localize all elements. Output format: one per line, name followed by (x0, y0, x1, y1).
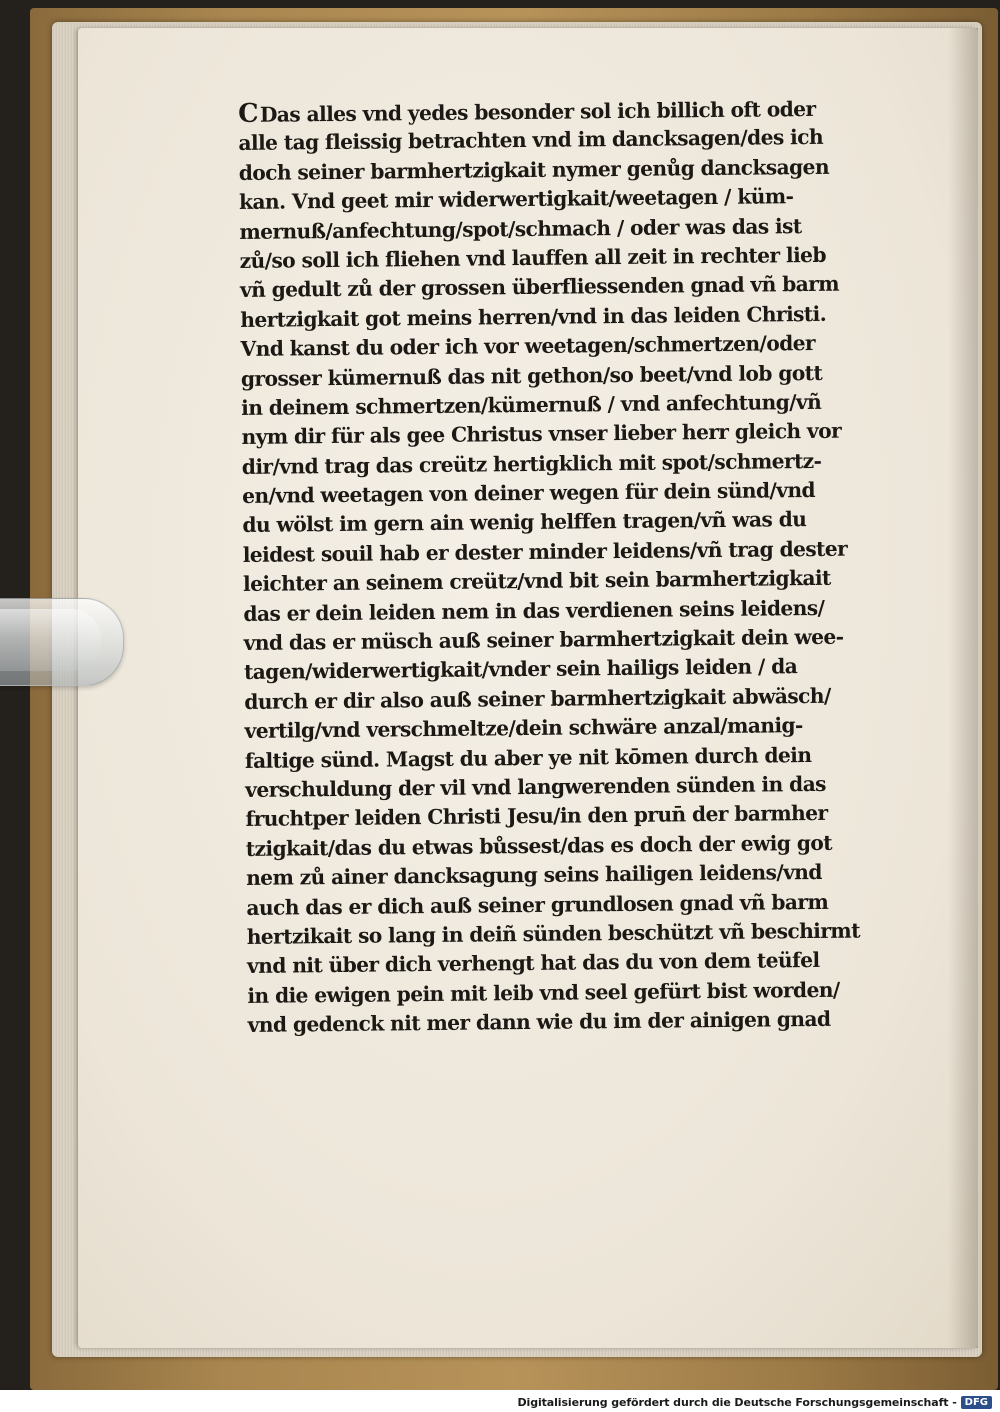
line-text: du wölst im gern ain wenig helffen tragen/vñ was du (242, 507, 807, 538)
line-text: hertzigkait got meins herren/vnd in das leiden Christi. (240, 301, 827, 332)
line-text: vertilg/vnd verschmeltze/dein schwäre anzal/manig- (244, 713, 803, 744)
line-text: leichter an seinem creütz/vnd bit sein barmhertzigkait (242, 566, 831, 597)
line-text: dir/vnd trag das creütz hertigklich mit spot/schmertz- (241, 448, 822, 479)
clip-highlight (0, 609, 101, 671)
dfg-logo: DFG (961, 1396, 992, 1409)
funding-credit: Digitalisierung gefördert durch die Deutsche Forschungsgemeinschaft - (517, 1395, 957, 1409)
line-text: vñ gedult zů der grossen überfliessenden gnad vñ barm (239, 272, 840, 303)
line-text: vnd das er müsch auß seiner barmhertzigkait dein wee- (243, 624, 844, 656)
line-text: Vnd kanst du oder ich vor weetagen/schmertzen/oder (240, 331, 816, 362)
line-text: tagen/widerwertigkait/vnder sein hailigs leiden / da (243, 654, 798, 685)
line-text: fruchtper leiden Christi Jesu/in den prun̄ der barmher (245, 801, 828, 832)
plastic-page-clip (0, 598, 124, 686)
line-text: tzigkait/das du etwas bůssest/das es doch der ewig got (245, 830, 833, 861)
line-text: mernuß/anfechtung/spot/schmach / oder was das ist (239, 213, 802, 244)
line-text: leidest souil hab er dester minder leidens/vñ trag dester (242, 536, 848, 567)
line-text: nym dir für als gee Christus vnser lieber herr gleich vor (241, 419, 842, 450)
line-text: doch seiner barmhertzigkait nymer genůg dancksagen (238, 154, 830, 185)
line-text: nem zů ainer dancksagung seins hailigen leidens/vnd (246, 860, 822, 891)
line-text: vnd nit über dich verhengt hat das du von dem teüfel (246, 948, 820, 979)
paragraph-mark-initial: C (237, 98, 259, 129)
line-text: grosser kümernuß das nit gethon/so beet/vnd lob gott (240, 360, 823, 391)
line-text: verschuldung der vil vnd langwerenden sünden in das (245, 771, 827, 802)
line-text: auch das er dich auß seiner grundlosen gnad vñ barm (246, 889, 829, 920)
line-text: kan. Vnd geet mir widerwertigkait/weetagen / küm- (238, 184, 794, 215)
line-text: alle tag fleissig betrachten vnd im dancksagen/des ich (238, 125, 824, 156)
line-text: hertzikait so lang in deiñ sünden beschützt vñ beschirmt (246, 918, 860, 949)
page-gutter (948, 28, 978, 1348)
line-text: faltige sünd. Magst du aber ye nit kōmen durch dein (244, 742, 812, 773)
line-text: vnd gedenck nit mer dann wie du im der ainigen gnad (247, 1006, 831, 1038)
line-text: in deinem schmertzen/kümernuß / vnd anfechtung/vñ (241, 389, 822, 420)
line-text: in die ewigen pein mit leib vnd seel gefürt bist worden/ (247, 977, 840, 1008)
line-text: das er dein leiden nem in das verdienen seins leidens/ (243, 595, 825, 626)
line-text: durch er dir also auß seiner barmhertzigkait abwäsch/ (244, 683, 831, 714)
footer (518, 1393, 993, 1411)
page-text (238, 93, 898, 1040)
line-text: Das alles vnd yedes besonder sol ich billich oft oder (259, 96, 816, 127)
line-text: zů/so soll ich fliehen vnd lauffen all zeit in rechter lieb (239, 242, 827, 273)
line-text: en/vnd weetagen von deiner wegen für dein sünd/vnd (242, 478, 816, 509)
